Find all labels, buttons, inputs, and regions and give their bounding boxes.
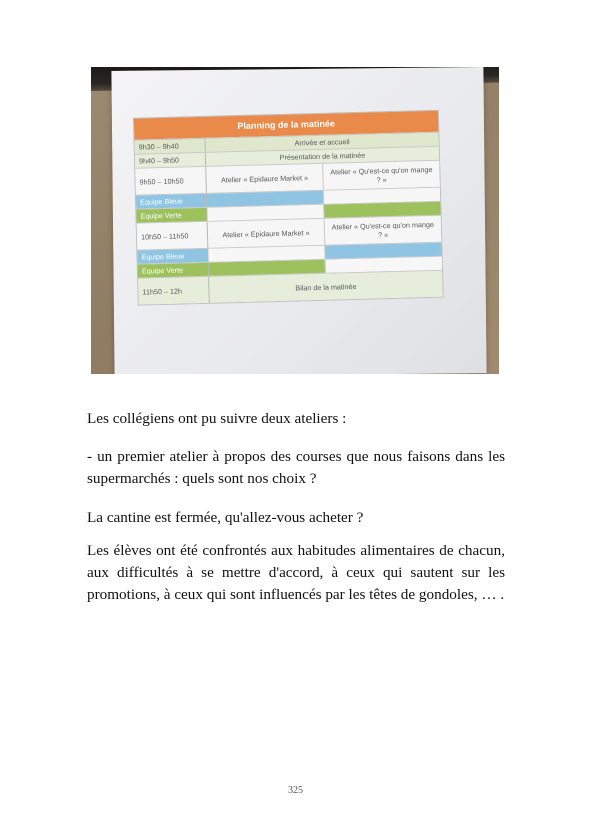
activity-cell: Atelier « Epidaure Market » (220, 172, 309, 184)
time-cell: 9h30 – 9h40 (135, 139, 206, 154)
time-cell: 11h50 – 12h (138, 277, 210, 305)
time-cell: 9h50 – 10h50 (135, 167, 207, 195)
activity-cell: Atelier « Qu'est-ce qu'on mange ? » (322, 161, 440, 190)
time-cell: 9h40 – 9h50 (135, 153, 206, 168)
page-number: 325 (288, 785, 303, 796)
team-blue-label: Equipe Bleue (136, 194, 207, 209)
team-blue-label: Equipe Bleue (137, 249, 208, 264)
activity-cell: Arrivée et accueil (294, 137, 350, 148)
schedule-title: Planning de la matinée (134, 111, 438, 140)
paragraph-canteen: La cantine est fermée, qu'allez-vous acheter ? (87, 509, 364, 526)
activity-cell: Bilan de la matinée (295, 281, 357, 293)
paragraph-intro: Les collégiens ont pu suivre deux ateliers : (87, 410, 347, 427)
team-green-label: Equipe Verte (138, 263, 209, 278)
schedule-table (133, 110, 444, 306)
projection-screen (111, 67, 486, 374)
team-green-label: Equipe Verte (136, 208, 207, 223)
paragraph-workshop-one: - un premier atelier à propos des courses que nous faisons dans les supermarchés : quels sont nos choix ? (87, 448, 505, 487)
activity-cell: Atelier « Epidaure Market » (222, 227, 310, 239)
activity-cell: Atelier « Qu'est-ce qu'on mange ? » (324, 216, 442, 245)
slide-photo (91, 67, 499, 374)
paragraph-students: Les élèves ont été confrontés aux habitudes alimentaires de chacun, aux difficultés à se mettre d'accord, à ceux qui sautent sur les promotions, à ceux qui sont influencés par les têtes de gondoles, … . (87, 542, 505, 603)
time-cell: 10h50 – 11h50 (137, 222, 209, 250)
activity-cell: Présentation de la matinée (279, 150, 366, 162)
